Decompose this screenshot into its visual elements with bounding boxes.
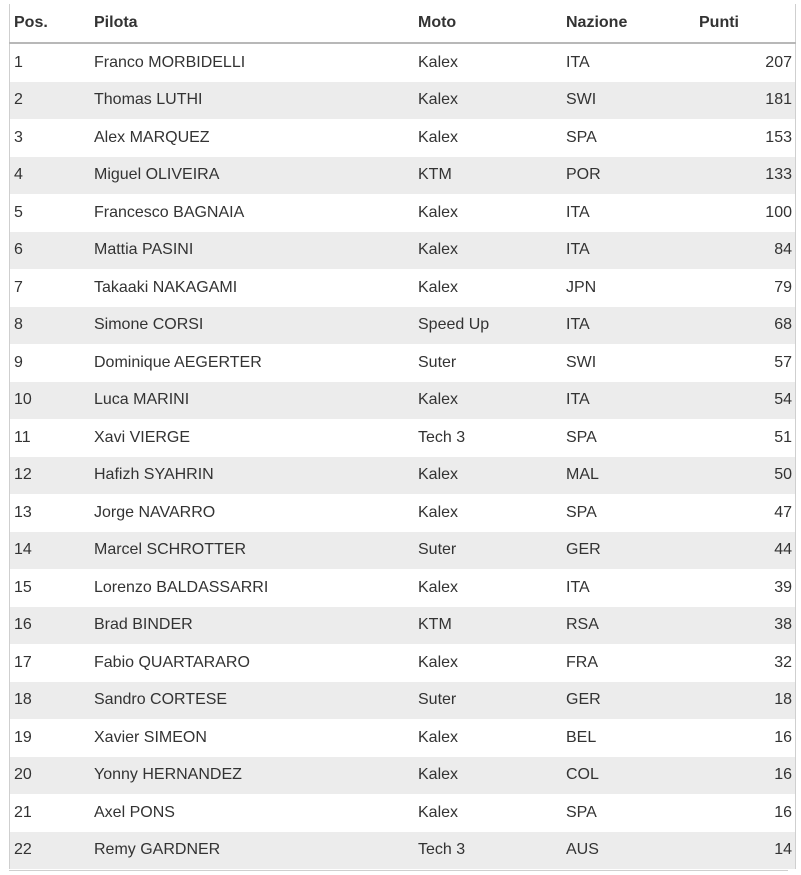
cell-pos: 14 [10, 532, 95, 570]
cell-pos: 2 [10, 82, 95, 120]
cell-nazione: GER [566, 532, 698, 570]
table-row [10, 43, 796, 82]
cell-pilota: Sandro CORTESE [94, 682, 418, 720]
cell-punti: 54 [698, 382, 796, 420]
cell-pilota: Franco MORBIDELLI [94, 53, 246, 71]
cell-pos: 12 [10, 457, 95, 495]
cell-pilota: Yonny HERNANDEZ [94, 757, 418, 795]
table-row [10, 344, 796, 382]
cell-moto: Suter [418, 532, 566, 570]
cell-pos: 3 [14, 128, 23, 146]
cell-punti: 57 [774, 353, 792, 371]
cell-pos: 8 [10, 307, 95, 345]
cell-nazione: ITA [566, 578, 590, 596]
cell-moto: Kalex [418, 128, 459, 146]
cell-pos: 7 [14, 278, 23, 296]
cell-moto: Tech 3 [418, 428, 466, 446]
cell-nazione: ITA [566, 307, 698, 345]
cell-moto: Kalex [418, 53, 459, 71]
table-row [10, 494, 796, 532]
cell-pos: 13 [14, 503, 32, 521]
cell-pos: 22 [10, 832, 95, 870]
cell-nazione: BEL [566, 728, 597, 746]
cell-moto: Kalex [418, 578, 459, 596]
header-moto: Moto [418, 4, 566, 43]
cell-moto: Tech 3 [418, 832, 566, 870]
cell-punti: 133 [698, 157, 796, 195]
cell-moto: Kalex [418, 803, 459, 821]
cell-moto: Kalex [418, 757, 566, 795]
table-row [10, 157, 796, 195]
cell-pos: 4 [10, 157, 95, 195]
table-row [10, 194, 796, 232]
cell-nazione: MAL [566, 457, 698, 495]
cell-pilota: Takaaki NAKAGAMI [94, 278, 238, 296]
table-bottom-border [9, 870, 788, 871]
cell-pilota: Brad BINDER [94, 607, 418, 645]
table-row [10, 569, 796, 607]
table-row [10, 532, 796, 570]
cell-pilota: Xavi VIERGE [94, 428, 191, 446]
cell-moto: Suter [418, 682, 566, 720]
cell-moto: Kalex [418, 457, 566, 495]
cell-punti: 14 [698, 832, 796, 870]
cell-punti: 32 [774, 653, 792, 671]
table-row [10, 757, 796, 795]
cell-pilota: Marcel SCHROTTER [94, 532, 418, 570]
cell-nazione: GER [566, 682, 698, 720]
cell-nazione: SWI [566, 82, 698, 120]
cell-pos: 20 [10, 757, 95, 795]
cell-moto: Kalex [418, 203, 459, 221]
cell-punti: 16 [698, 757, 796, 795]
cell-pilota: Miguel OLIVEIRA [94, 157, 418, 195]
table-row [10, 719, 796, 757]
cell-moto: Kalex [418, 278, 459, 296]
cell-pos: 19 [14, 728, 32, 746]
cell-moto: Kalex [418, 82, 566, 120]
header-pilota: Pilota [94, 4, 418, 43]
cell-pilota: Hafizh SYAHRIN [94, 457, 418, 495]
cell-nazione: SPA [566, 128, 597, 146]
standings-table [9, 4, 796, 869]
table-row [10, 644, 796, 682]
cell-nazione: POR [566, 157, 698, 195]
cell-moto: Kalex [418, 382, 566, 420]
cell-punti: 39 [774, 578, 792, 596]
table-row [10, 419, 796, 457]
cell-pos: 11 [14, 428, 31, 446]
cell-moto: KTM [418, 157, 566, 195]
cell-punti: 51 [774, 428, 792, 446]
cell-nazione: JPN [566, 278, 597, 296]
table-row [10, 794, 796, 832]
cell-punti: 38 [698, 607, 796, 645]
header-row [10, 4, 796, 43]
cell-nazione: ITA [566, 203, 590, 221]
cell-nazione: SPA [566, 428, 597, 446]
cell-moto: Suter [418, 353, 457, 371]
cell-pos: 5 [14, 203, 23, 221]
cell-pilota: Axel PONS [94, 803, 175, 821]
table-row [10, 269, 796, 307]
cell-punti: 207 [765, 53, 792, 71]
table-row [10, 232, 796, 270]
cell-pos: 18 [10, 682, 95, 720]
cell-pilota: Mattia PASINI [94, 232, 418, 270]
table-row [10, 832, 796, 870]
cell-punti: 18 [698, 682, 796, 720]
table-body [10, 43, 796, 869]
cell-nazione: SWI [566, 353, 597, 371]
cell-nazione: SPA [566, 803, 597, 821]
cell-nazione: FRA [566, 653, 598, 671]
header-punti: Punti [698, 4, 796, 43]
table-row [10, 119, 796, 157]
cell-punti: 84 [698, 232, 796, 270]
cell-nazione: AUS [566, 832, 698, 870]
table-row [10, 82, 796, 120]
cell-punti: 16 [774, 803, 792, 821]
cell-pos: 15 [14, 578, 32, 596]
cell-moto: Kalex [418, 728, 459, 746]
cell-pos: 6 [10, 232, 95, 270]
cell-pos: 21 [14, 803, 32, 821]
table-row [10, 457, 796, 495]
cell-pilota: Thomas LUTHI [94, 82, 418, 120]
cell-punti: 181 [698, 82, 796, 120]
cell-punti: 68 [698, 307, 796, 345]
cell-pilota: Luca MARINI [94, 382, 418, 420]
cell-moto: KTM [418, 607, 566, 645]
cell-pos: 9 [14, 353, 23, 371]
cell-moto: Kalex [418, 503, 459, 521]
cell-pilota: Dominique AEGERTER [94, 353, 262, 371]
table-row [10, 307, 796, 345]
cell-pilota: Alex MARQUEZ [94, 128, 210, 146]
cell-nazione: ITA [566, 232, 698, 270]
cell-pos: 16 [10, 607, 95, 645]
cell-pilota: Lorenzo BALDASSARRI [94, 578, 269, 596]
cell-pos: 1 [14, 53, 23, 71]
cell-nazione: SPA [566, 503, 597, 521]
cell-punti: 100 [765, 203, 792, 221]
cell-pilota: Fabio QUARTARARO [94, 653, 250, 671]
table-row [10, 382, 796, 420]
cell-pos: 10 [10, 382, 95, 420]
cell-pilota: Jorge NAVARRO [94, 503, 216, 521]
table-header [10, 4, 796, 43]
cell-moto: Speed Up [418, 307, 566, 345]
table-row [10, 607, 796, 645]
cell-punti: 153 [765, 128, 792, 146]
cell-pilota: Simone CORSI [94, 307, 418, 345]
header-nazione: Nazione [566, 4, 698, 43]
cell-punti: 16 [774, 728, 792, 746]
cell-pilota: Francesco BAGNAIA [94, 203, 245, 221]
cell-punti: 47 [774, 503, 792, 521]
cell-punti: 79 [774, 278, 792, 296]
cell-pilota: Xavier SIMEON [94, 728, 207, 746]
cell-nazione: RSA [566, 607, 698, 645]
cell-nazione: ITA [566, 53, 590, 71]
cell-pos: 17 [14, 653, 32, 671]
header-pos: Pos. [10, 4, 95, 43]
cell-moto: Kalex [418, 653, 459, 671]
cell-pilota: Remy GARDNER [94, 832, 418, 870]
cell-moto: Kalex [418, 232, 566, 270]
table-row [10, 682, 796, 720]
cell-punti: 44 [698, 532, 796, 570]
cell-punti: 50 [698, 457, 796, 495]
cell-nazione: COL [566, 757, 698, 795]
cell-nazione: ITA [566, 382, 698, 420]
